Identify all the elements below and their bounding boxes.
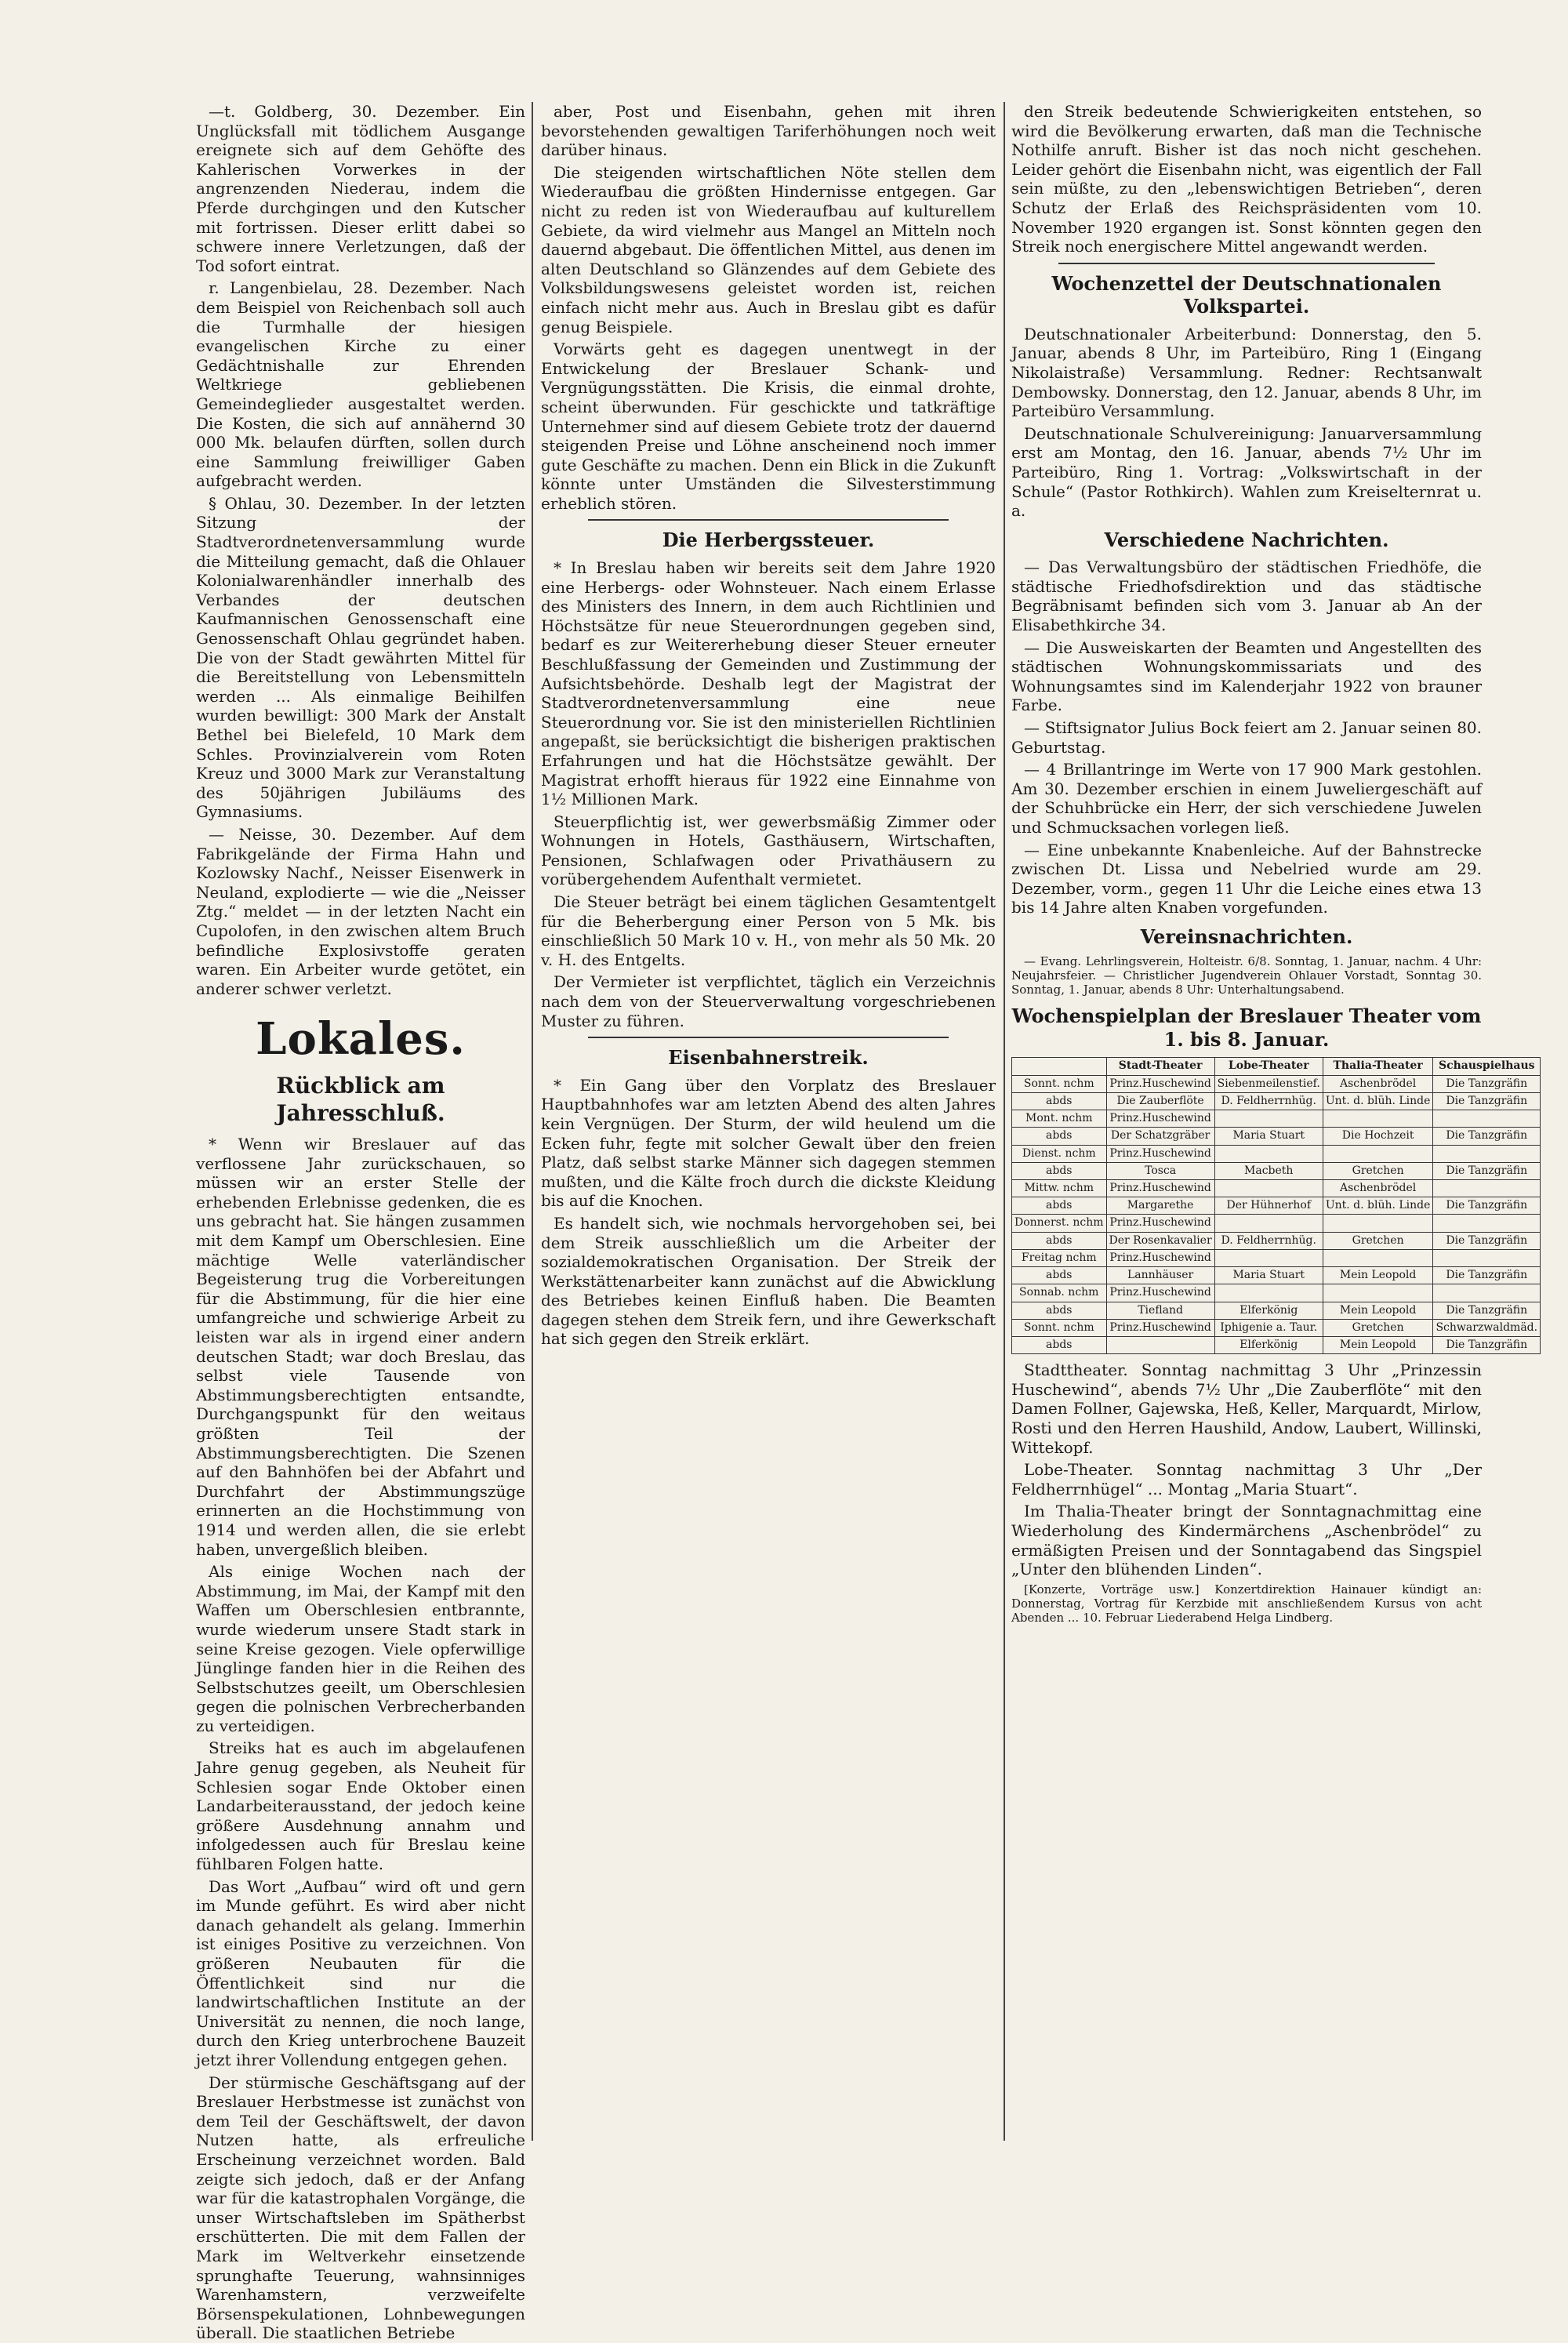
table-cell: Prinz.Huschewind [1106, 1249, 1214, 1266]
table-cell: Unt. d. blüh. Linde [1323, 1092, 1433, 1110]
article-title: Eisenbahnerstreik. [668, 1046, 869, 1070]
table-row [1012, 1128, 1541, 1145]
news-item: — Eine unbekannte Knabenleiche. Auf der Bahnstrecke zwischen Dt. Lissa und Nebelried wurde am 29. Dezember, vorm., gegen 11 Uhr die Leiche eines etwa 13 bis 14 Jahre alten Knaben vorgefunden. [1011, 840, 1482, 917]
table-cell [1214, 1180, 1323, 1197]
table-cell: abds [1012, 1302, 1107, 1319]
table-header-row [1012, 1058, 1541, 1075]
table-cell [1214, 1249, 1323, 1266]
table-cell: Mein Leopold [1323, 1302, 1433, 1319]
table-cell: Tosca [1106, 1162, 1214, 1179]
article-paragraph: * Ein Gang über den Vorplatz des Breslauer Hauptbahnhofes war am letzten Abend des alten Jahres kein Vergnügen. Der Sturm, der wild heulend um die Ecken fuhr, fegte mit solcher Gewalt über den freien Platz, daß selbst starke Männer sich dagegen stemmen mußten, und die Kälte froch durch die dickste Kleidung bis auf die Knochen. [541, 1075, 996, 1211]
table-cell: Die Tanzgräfin [1433, 1267, 1541, 1284]
table-header-cell: Lobe-Theater [1214, 1058, 1323, 1075]
table-header-cell: Stadt-Theater [1106, 1058, 1214, 1075]
table-row [1012, 1336, 1541, 1353]
table-cell [1323, 1284, 1433, 1302]
article-paragraph: Der Vermieter ist verpflichtet, täglich ein Verzeichnis nach dem von der Steuerverwaltung vorgeschriebenen Muster zu führen. [541, 972, 996, 1030]
table-cell: abds [1012, 1267, 1107, 1284]
table-cell: Mont. nchm [1012, 1110, 1107, 1128]
table-cell: Elferkönig [1214, 1302, 1323, 1319]
table-cell: Maria Stuart [1214, 1128, 1323, 1145]
table-cell [1433, 1215, 1541, 1232]
table-cell: Margarethe [1106, 1197, 1214, 1215]
table-cell [1214, 1284, 1323, 1302]
table-cell: Iphigenie a. Taur. [1214, 1319, 1323, 1336]
table-cell: abds [1012, 1092, 1107, 1110]
table-cell [1214, 1110, 1323, 1128]
news-item: § Ohlau, 30. Dezember. In der letzten Sitzung der Stadtverordnetenversammlung wurde die Mitteilung gemacht, daß die Ohlauer Kolonialwarenhändler innerhalb des Verbandes der deutschen Kaufmannischen Genossenschaft eine Genossenschaft Ohlau gegründet haben. Die von der Stadt gewährten Mittel für die Bereitstellung von Lebensmitteln werden ... Als einmalige Beihilfen wurden bewilligt: 300 Mark der Anstalt Bethel bei Bielefeld, 10 Mark dem Schles. Provinzialverein vom Roten Kreuz und 3000 Mark zur Veranstaltung des 50jährigen Jubiläums des Gymnasiums. [196, 493, 525, 822]
news-item: — Das Verwaltungsbüro der städtischen Friedhöfe, die städtische Friedhofsdirektion und das städtische Begräbnisamt befinden sich vom 3. Januar ab An der Elisabethkirche 34. [1011, 558, 1482, 635]
table-cell: Freitag nchm [1012, 1249, 1107, 1266]
table-cell: Macbeth [1214, 1162, 1323, 1179]
table-cell: Lannhäuser [1106, 1267, 1214, 1284]
table-cell [1433, 1284, 1541, 1302]
article-paragraph: Stadttheater. Sonntag nachmittag 3 Uhr „Prinzessin Huschewind“, abends 7½ Uhr „Die Zauberflöte“ mit den Damen Follner, Gajewska, Heß, Keller, Marquardt, Mirlow, Rosti und den Herren Haushild, Andow, Laubert, Willinski, Wittekopf. [1011, 1360, 1482, 1457]
article-paragraph: Die steigenden wirtschaftlichen Nöte stellen dem Wiederaufbau die größten Hindernisse entgegen. Gar nicht zu reden ist von Wiederaufbau auf kulturellem Gebiete, da wird vielmehr aus Mangel an Mitteln noch dauernd abgebaut. Die öffentlichen Mittel, aus denen im alten Deutschland so Glänzendes auf dem Gebiete des Volksbildungswesens geleistet worden ist, reichen einfach nicht mehr aus. Auch in Breslau gibt es dafür genug Beispiele. [541, 162, 996, 336]
news-item: r. Langenbielau, 28. Dezember. Nach dem Beispiel von Reichenbach soll auch die Turmhalle der hiesigen evangelischen Kirche zu einer Gedächtnishalle zur Ehrenden Weltkriege gebliebenen Gemeindeglieder ausgestaltet werden. Die Kosten, die sich auf annähernd 30 000 Mk. belaufen dürften, sollen durch eine Sammlung freiwilliger Gaben aufgebracht werden. [196, 278, 525, 491]
table-cell: Der Schatzgräber [1106, 1128, 1214, 1145]
table-cell [1106, 1336, 1214, 1353]
table-row [1012, 1215, 1541, 1232]
article-paragraph: Im Thalia-Theater bringt der Sonntagnachmittag eine Wiederholung des Kindermärchens „Aschenbrödel“ zu ermäßigten Preisen und der Sonntagabend das Singspiel „Unter den blühenden Linden“. [1011, 1502, 1482, 1579]
table-cell [1433, 1110, 1541, 1128]
table-cell: Die Tanzgräfin [1433, 1128, 1541, 1145]
table-cell: Prinz.Huschewind [1106, 1180, 1214, 1197]
article-paragraph: Als einige Wochen nach der Abstimmung, im Mai, der Kampf mit den Waffen um Oberschlesien entbrannte, wurde wiederum unsere Stadt stark in seine Kreise gezogen. Viele opferwillige Jünglinge fanden hier in die Reihen des Selbstschutzes geeilt, um Oberschlesien gegen die polnischen Verbrecherbanden zu verteidigen. [196, 1562, 525, 1735]
news-item: — Stiftsignator Julius Bock feiert am 2. Januar seinen 80. Geburtstag. [1011, 717, 1482, 757]
article-paragraph: den Streik bedeutende Schwierigkeiten entstehen, so wird die Bevölkerung erwarten, daß man die Technische Nothilfe anruft. Bisher ist das noch nicht geschehen. Leider gehört die Eisenbahn nicht, was eigentlich der Fall sein müßte, zu den „lebenswichtigen Betrieben“, deren Schutz der Erlaß des Reichspräsidenten vom 10. November 1920 ergangen ist. Sonst könnten gegen den Streik noch energischere Mittel angewandt werden. [1011, 102, 1482, 256]
section-title: Lokales. [256, 1013, 466, 1066]
article-paragraph: Das Wort „Aufbau“ wird oft und gern im Munde geführt. Es wird aber nicht danach gehandelt als gelang. Immerhin ist einiges Positive zu verzeichnen. Von größeren Neubauten für die Öffentlichkeit sind nur die landwirtschaftlichen Institute an der Universität zu nennen, die noch lange, durch den Krieg unterbrochene Bauzeit jetzt ihrer Vollendung entgegen gehen. [196, 1876, 525, 2069]
table-cell: Mein Leopold [1323, 1336, 1433, 1353]
table-cell: Tiefland [1106, 1302, 1214, 1319]
table-cell [1433, 1145, 1541, 1162]
separator [1058, 263, 1435, 264]
column-right [1011, 102, 1538, 2141]
article-paragraph: Die Steuer beträgt bei einem täglichen Gesamtentgelt für die Beherbergung einer Person von 5 Mk. bis einschließlich 50 Mark 10 v. H., von mehr als 50 Mk. 20 v. H. des Entgelts. [541, 892, 996, 969]
news-item: —t. Goldberg, 30. Dezember. Ein Unglücksfall mit tödlichem Ausgange ereignete sich auf dem Gehöfte des Kahlerischen Vorwerkes in der angrenzenden Niederau, indem die Pferde durchgingen und den Kutscher mit fortrissen. Dieser erlitt dabei so schwere innere Verletzungen, daß der Tod sofort eintrat. [196, 102, 525, 275]
table-row [1012, 1092, 1541, 1110]
table-cell: Sonnt. nchm [1012, 1075, 1107, 1092]
table-cell: D. Feldherrnhüg. [1214, 1092, 1323, 1110]
table-cell: Siebenmeilenstief. [1214, 1075, 1323, 1092]
table-cell [1433, 1249, 1541, 1266]
table-cell: Gretchen [1323, 1162, 1433, 1179]
table-header-cell: Thalia-Theater [1323, 1058, 1433, 1075]
table-row [1012, 1249, 1541, 1266]
table-cell: Sonnt. nchm [1012, 1319, 1107, 1336]
table-cell [1323, 1249, 1433, 1266]
table-cell: Die Tanzgräfin [1433, 1232, 1541, 1249]
table-cell: Donnerst. nchm [1012, 1215, 1107, 1232]
table-cell: abds [1012, 1128, 1107, 1145]
table-cell: Sonnab. nchm [1012, 1284, 1107, 1302]
table-cell: Dienst. nchm [1012, 1145, 1107, 1162]
article-paragraph: Deutschnationale Schulvereinigung: Januarversammlung erst am Montag, den 16. Januar, abends 7½ Uhr im Parteibüro, Ring 1. Vortrag: „Volkswirtschaft in der Schule“ (Pastor Rothkirch). Wahlen zum Kreiselternrat u. a. [1011, 423, 1482, 521]
article-paragraph: Vorwärts geht es dagegen unentwegt in der Entwickelung der Breslauer Schank- und Vergnügungsstätten. Die Krisis, die einmal drohte, scheint überwunden. Für geschickte und tatkräftige Unternehmer sind auf diesem Gebiete trotz der dauernd steigenden Preise und Löhne anscheinend noch immer gute Geschäfte zu machen. Denn ein Blick in die Zukunft könnte unter Umständen die Silvesterstimmung erheblich stören. [541, 340, 996, 513]
table-row [1012, 1232, 1541, 1249]
table-row [1012, 1180, 1541, 1197]
article-title: Die Herbergssteuer. [662, 529, 875, 552]
table-cell: Die Tanzgräfin [1433, 1092, 1541, 1110]
table-cell [1433, 1180, 1541, 1197]
table-cell: Prinz.Huschewind [1106, 1215, 1214, 1232]
table-cell: Die Hochzeit [1323, 1128, 1433, 1145]
table-row [1012, 1110, 1541, 1128]
article-paragraph: Steuerpflichtig ist, wer gewerbsmäßig Zimmer oder Wohnungen in Hotels, Gasthäusern, Wirtschaften, Pensionen, Schlafwagen oder Privathäusern zu vorübergehendem Aufenthalt vermietet. [541, 812, 996, 889]
article-title: Verschiedene Nachrichten. [1104, 528, 1389, 551]
article-title: Vereinsnachrichten. [1140, 924, 1353, 948]
table-row [1012, 1267, 1541, 1284]
table-cell [1214, 1145, 1323, 1162]
table-cell [1323, 1145, 1433, 1162]
table-cell: Der Rosenkavalier [1106, 1232, 1214, 1249]
table-cell [1323, 1110, 1433, 1128]
table-cell: Prinz.Huschewind [1106, 1110, 1214, 1128]
article-paragraph: Deutschnationaler Arbeiterbund: Donnerstag, den 5. Januar, abends 8 Uhr, im Parteibüro, Ring 1 (Eingang Nikolaistraße) Versammlung. Redner: Rechtsanwalt Dembowsky. Donnerstag, den 12. Januar, abends 8 Uhr, im Parteibüro Versammlung. [1011, 324, 1482, 421]
separator [588, 1037, 949, 1038]
table-cell: Gretchen [1323, 1319, 1433, 1336]
table-cell: Die Tanzgräfin [1433, 1197, 1541, 1215]
table-cell: Mittw. nchm [1012, 1180, 1107, 1197]
table-cell: abds [1012, 1162, 1107, 1179]
column-left [196, 102, 525, 2343]
table-cell: Elferkönig [1214, 1336, 1323, 1353]
table-cell: Die Tanzgräfin [1433, 1162, 1541, 1179]
table-row [1012, 1075, 1541, 1092]
table-header-cell [1012, 1058, 1107, 1075]
table-cell: Die Tanzgräfin [1433, 1336, 1541, 1353]
table-cell: Aschenbrödel [1323, 1075, 1433, 1092]
table-cell: abds [1012, 1197, 1107, 1215]
concert-notice: [Konzerte, Vorträge usw.] Konzertdirektion Hainauer kündigt an: Donnerstag, Vortrag für Kerzbide mit anschließendem Kursus von acht Abenden ... 10. Februar Liederabend Helga Lindberg. [1011, 1582, 1482, 1625]
table-title: Wochenspielplan der Breslauer Theater vom 1. bis 8. Januar. [1011, 1004, 1482, 1051]
table-row [1012, 1162, 1541, 1179]
table-cell: Gretchen [1323, 1232, 1433, 1249]
table-cell: Prinz.Huschewind [1106, 1284, 1214, 1302]
article-title: Wochenzettel der Deutschnationalen Volkspartei. [1051, 271, 1442, 318]
article-paragraph: aber, Post und Eisenbahn, gehen mit ihren bevorstehenden gewaltigen Tariferhöhungen noch weit darüber hinaus. [541, 102, 996, 160]
article-paragraph: Lobe-Theater. Sonntag nachmittag 3 Uhr „Der Feldherrnhügel“ ... Montag „Maria Stuart“. [1011, 1460, 1482, 1498]
article-title: Rückblick am Jahresschluß. [276, 1073, 445, 1126]
club-notice: — Evang. Lehrlingsverein, Holteistr. 6/8. Sonntag, 1. Januar, nachm. 4 Uhr: Neujahrsfeier. — Christlicher Jugendverein Ohlauer Vorstadt, Sonntag 30. Sonntag, 1. Januar, abends 8 Uhr: Unterhaltungsabend. [1011, 954, 1482, 997]
news-item: — Die Ausweiskarten der Beamten und Angestellten des städtischen Wohnungskommissariats und des Wohnungsamtes sind im Kalenderjahr 1922 von brauner Farbe. [1011, 638, 1482, 715]
table-cell: Prinz.Huschewind [1106, 1075, 1214, 1092]
article-paragraph: Es handelt sich, wie nochmals hervorgehoben sei, bei dem Streik ausschließlich um die Arbeiter der sozialdemokratischen Organisation. Der Streik der Werkstättenarbeiter kann zunächst auf die Abwicklung des Betriebes keinen Einfluß haben. Die Beamten dagegen stehen dem Streik fern, und ihre Gewerkschaft hat sich gegen den Streik erklärt. [541, 1213, 996, 1349]
table-cell: Die Tanzgräfin [1433, 1302, 1541, 1319]
table-cell [1323, 1215, 1433, 1232]
table-cell: Unt. d. blüh. Linde [1323, 1197, 1433, 1215]
table-header-cell: Schauspielhaus [1433, 1058, 1541, 1075]
column-rule [1004, 102, 1005, 2141]
separator [588, 519, 949, 521]
table-cell: Die Tanzgräfin [1433, 1075, 1541, 1092]
article-paragraph: Der stürmische Geschäftsgang auf der Breslauer Herbstmesse ist zunächst von dem Teil der Geschäftswelt, der davon Nutzen hatte, als erfreuliche Erscheinung verzeichnet worden. Bald zeigte sich jedoch, daß er der Anfang war für die katastrophalen Vorgänge, die unser Wirtschaftsleben im Spätherbst erschütterten. Die mit dem Fallen der Mark im Weltverkehr einsetzende sprunghafte Teuerung, wahnsinniges Warenhamstern, verzweifelte Börsenspekulationen, Lohnbewegungen überall. Die staatlichen Betriebe [196, 2072, 525, 2343]
table-cell: Prinz.Huschewind [1106, 1319, 1214, 1336]
table-cell: Die Zauberflöte [1106, 1092, 1214, 1110]
table-cell [1214, 1215, 1323, 1232]
table-cell: Schwarzwaldmäd. [1433, 1319, 1541, 1336]
table-cell: Mein Leopold [1323, 1267, 1433, 1284]
column-rule [532, 102, 533, 2141]
news-item: — Neisse, 30. Dezember. Auf dem Fabrikgelände der Firma Hahn und Kozlowsky Nachf., Neisser Eisenwerk in Neuland, explodierte — wie die „Neisser Ztg.“ meldet — in der letzten Nacht ein Cupolofen, in den zwischen altem Bruch befindliche Explosivstoffe geraten waren. Ein Arbeiter wurde getötet, ein anderer schwer verletzt. [196, 824, 525, 998]
table-body [1012, 1075, 1541, 1354]
table-row [1012, 1197, 1541, 1215]
table-cell: Aschenbrödel [1323, 1180, 1433, 1197]
table-row [1012, 1319, 1541, 1336]
article-paragraph: Streiks hat es auch im abgelaufenen Jahre genug gegeben, als Neuheit für Schlesien sogar Ende Oktober einen Landarbeiterausstand, der jedoch keine größere Ausdehnung annahm und infolgedessen auch für Breslau keine fühlbaren Folgen hatte. [196, 1738, 525, 1874]
article-paragraph: * Wenn wir Breslauer auf das verflossene Jahr zurückschauen, so müssen wir an erster Stelle der erhebenden Erlebnisse gedenken, die es uns gebracht hat. Sie hängen zusammen mit dem Kampf um Oberschlesien. Eine mächtige Welle vaterländischer Begeisterung trug die Vorbereitungen für die Abstimmung, für die hier eine umfangreiche und schwierige Arbeit zu leisten war als in irgend einer andern deutschen Stadt; war doch Breslau, das selbst viele Tausende von Abstimmungsberechtigten entsandte, Durchgangspunkt für den weitaus größten Teil der Abstimmungsberechtigten. Die Szenen auf den Bahnhöfen bei der Abfahrt und Durchfahrt der Abstimmungszüge erinnerten an die Hochstimmung von 1914 und werden allen, die sie erlebt haben, unvergeßlich bleiben. [196, 1135, 525, 1559]
table-row [1012, 1302, 1541, 1319]
news-item: — 4 Brillantringe im Werte von 17 900 Mark gestohlen. Am 30. Dezember erschien in einem Juweliergeschäft auf der Schuhbrücke ein Herr, der sich verschiedene Juwelen und Schmucksachen vorlegen ließ. [1011, 760, 1482, 837]
theater-schedule-table [1011, 1057, 1541, 1354]
article-paragraph: * In Breslau haben wir bereits seit dem Jahre 1920 eine Herbergs- oder Wohnsteuer. Nach einem Erlasse des Ministers des Innern, in dem auch Richtlinien und Höchstsätze für neue Steuerordnungen gegeben sind, bedarf es zur Weitererhebung dieser Steuer erneuter Beschlußfassung der Gemeinden und Zustimmung der Aufsichtsbehörde. Deshalb legt der Magistrat der Stadtverordnetenversammlung eine neue Steuerordnung vor. Sie ist den ministeriellen Richtlinien angepaßt, sie berücksichtigt die bisherigen praktischen Erfahrungen und hat die Höchstsätze gewählt. Der Magistrat erhofft hieraus für 1922 eine Einnahme von 1½ Millionen Mark. [541, 558, 996, 809]
table-row [1012, 1284, 1541, 1302]
table-cell: abds [1012, 1232, 1107, 1249]
table-cell: abds [1012, 1336, 1107, 1353]
table-cell: Der Hühnerhof [1214, 1197, 1323, 1215]
table-cell: D. Feldherrnhüg. [1214, 1232, 1323, 1249]
column-middle [541, 102, 996, 2141]
table-cell: Maria Stuart [1214, 1267, 1323, 1284]
table-cell: Prinz.Huschewind [1106, 1145, 1214, 1162]
table-row [1012, 1145, 1541, 1162]
